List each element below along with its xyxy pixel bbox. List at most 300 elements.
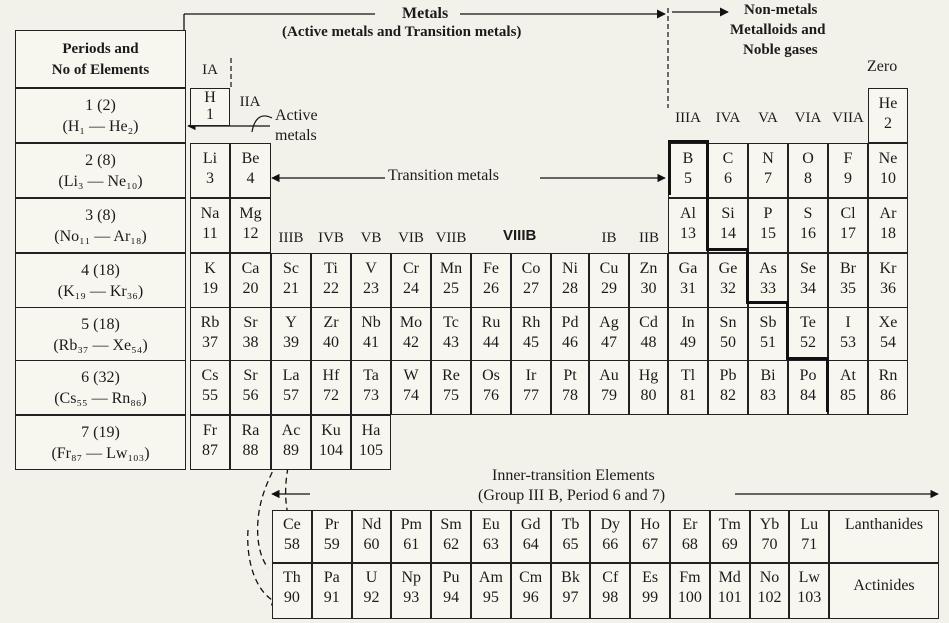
lanthanide-cell-tb: [551, 510, 591, 563]
element-symbol: Ge: [718, 260, 738, 277]
atomic-number: 95: [482, 589, 499, 606]
atomic-number: 41: [363, 334, 379, 351]
atomic-number: 4: [246, 170, 255, 187]
atomic-number: 57: [283, 387, 299, 404]
element-symbol: Gd: [520, 516, 541, 533]
element-symbol: Tm: [718, 516, 741, 533]
atomic-number: 7: [764, 170, 772, 187]
atomic-number: 81: [680, 387, 696, 404]
element-symbol: Ta: [363, 367, 379, 384]
element-symbol: At: [840, 367, 856, 384]
element-symbol: Ar: [879, 205, 897, 222]
element-cell-mn: [431, 253, 471, 308]
period-range: (Rb₃₇ — Xe₅₄): [53, 337, 148, 354]
element-symbol: Be: [241, 150, 260, 167]
inner-transition-title: Inner-transition Elements: [492, 467, 655, 484]
atomic-number: 72: [323, 387, 339, 404]
element-cell-ac: [271, 415, 311, 470]
lanthanide-cell-er: [670, 510, 710, 563]
atomic-number: 19: [202, 280, 218, 297]
period-cell: [15, 198, 186, 253]
element-symbol: U: [365, 569, 378, 586]
actinide-cell-es: [630, 563, 670, 619]
element-symbol: Eu: [482, 516, 500, 533]
element-symbol: Pa: [323, 569, 340, 586]
atomic-number: 48: [640, 334, 657, 351]
actinide-cell-pa: [312, 563, 352, 619]
atomic-number: 1: [206, 106, 214, 123]
atomic-number: 10: [880, 170, 896, 187]
element-symbol: Ce: [283, 516, 301, 533]
group-iva: IVA: [715, 110, 741, 126]
period-cell: [15, 415, 186, 470]
element-symbol: Ra: [241, 422, 260, 439]
element-cell-te: [788, 307, 828, 362]
element-symbol: Pr: [324, 516, 339, 533]
element-cell-rb: [190, 307, 230, 362]
element-cell-zr: [311, 307, 351, 362]
atomic-number: 96: [522, 589, 539, 606]
atomic-number: 53: [840, 334, 856, 351]
element-symbol: Rh: [521, 314, 541, 331]
actinide-cell-u: [352, 563, 392, 619]
element-symbol: Rn: [878, 367, 898, 384]
element-cell-cl: [828, 198, 868, 253]
atomic-number: 69: [721, 536, 738, 553]
element-symbol: Te: [800, 314, 816, 331]
atomic-number: 80: [640, 387, 657, 404]
atomic-number: 66: [602, 536, 619, 553]
element-cell-he: [868, 88, 908, 143]
atomic-number: 36: [880, 280, 896, 297]
period-range: (Cs₅₅ — Rn₈₆): [54, 390, 147, 407]
element-symbol: Hg: [638, 367, 659, 384]
atomic-number: 33: [760, 280, 776, 297]
element-symbol: Dy: [600, 516, 621, 533]
element-cell-sc: [271, 253, 311, 308]
element-cell-cu: [589, 253, 629, 308]
element-symbol: Mn: [439, 260, 463, 277]
metalloid-border: [706, 140, 709, 250]
group-viia: VIIA: [832, 110, 864, 126]
actinides-label-cell: [829, 563, 939, 619]
element-symbol: Cd: [639, 314, 658, 331]
element-cell-k: [190, 253, 230, 308]
atomic-number: 86: [880, 387, 896, 404]
element-symbol: Ga: [678, 260, 698, 277]
period-cell: [15, 360, 186, 415]
element-symbol: Lu: [800, 516, 819, 533]
element-cell-fe: [471, 253, 511, 308]
atomic-number: 60: [363, 536, 380, 553]
lanthanide-cell-lu: [789, 510, 829, 563]
atomic-number: 5: [684, 170, 692, 187]
period-number: 6 (32): [81, 369, 120, 386]
atomic-number: 47: [601, 334, 617, 351]
element-cell-mo: [391, 307, 431, 362]
element-cell-rh: [511, 307, 551, 362]
element-symbol: Co: [521, 260, 541, 277]
element-symbol: Sr: [243, 314, 258, 331]
element-cell-be: [230, 143, 271, 198]
element-symbol: Ag: [599, 314, 619, 331]
lanthanides-label-cell: [829, 510, 939, 563]
element-cell-ru: [471, 307, 511, 362]
element-symbol: Sn: [719, 314, 737, 331]
atomic-number: 32: [720, 280, 736, 297]
atomic-number: 24: [403, 280, 419, 297]
element-symbol: La: [282, 367, 300, 384]
lanthanide-cell-yb: [750, 510, 790, 563]
atomic-number: 34: [800, 280, 816, 297]
metalloid-border: [706, 248, 748, 251]
element-cell-br: [828, 253, 868, 308]
atomic-number: 21: [283, 280, 299, 297]
actinide-cell-am: [471, 563, 511, 619]
element-cell-au: [589, 360, 629, 415]
atomic-number: 55: [202, 387, 218, 404]
atomic-number: 89: [283, 442, 299, 459]
period-range: (No₁₁ — Ar₁₈): [54, 228, 147, 245]
element-cell-s: [788, 198, 828, 253]
element-cell-ag: [589, 307, 629, 362]
atomic-number: 100: [677, 589, 702, 606]
element-symbol: Cm: [519, 569, 543, 586]
element-symbol: Al: [680, 205, 696, 222]
atomic-number: 87: [202, 442, 218, 459]
period-number: 3 (8): [85, 207, 116, 224]
element-cell-ir: [511, 360, 551, 415]
element-symbol: F: [843, 150, 853, 167]
period-number: 2 (8): [85, 152, 116, 169]
element-symbol: Nb: [361, 314, 381, 331]
element-symbol: Md: [718, 569, 741, 586]
element-cell-n: [748, 143, 788, 198]
element-symbol: Cu: [599, 260, 619, 277]
element-cell-co: [511, 253, 551, 308]
lanthanide-cell-pm: [391, 510, 431, 563]
element-symbol: Es: [642, 569, 659, 586]
element-cell-mg: [230, 198, 271, 253]
inner-transition-subtitle: (Group III B, Period 6 and 7): [478, 487, 666, 504]
atomic-number: 30: [640, 280, 657, 297]
element-symbol: V: [365, 260, 377, 277]
element-cell-o: [788, 143, 828, 198]
atomic-number: 46: [562, 334, 578, 351]
nonmetals-title-line3: Noble gases: [743, 42, 818, 58]
atomic-number: 64: [522, 536, 539, 553]
atomic-number: 50: [720, 334, 736, 351]
element-symbol: S: [803, 205, 813, 222]
period-number: 5 (18): [81, 316, 120, 333]
element-symbol: H: [204, 89, 216, 106]
atomic-number: 63: [482, 536, 499, 553]
atomic-number: 52: [800, 334, 816, 351]
element-symbol: Br: [840, 260, 856, 277]
element-symbol: Ca: [241, 260, 260, 277]
metalloid-border: [668, 140, 671, 195]
element-cell-pd: [551, 307, 589, 362]
element-cell-zn: [629, 253, 668, 308]
element-cell-sn: [708, 307, 748, 362]
atomic-number: 97: [562, 589, 579, 606]
element-symbol: Zr: [323, 314, 339, 331]
element-symbol: Cs: [201, 367, 219, 384]
actinide-cell-pu: [431, 563, 471, 619]
actinides-label: Actinides: [853, 577, 915, 594]
zero-group-label: Zero: [867, 58, 898, 75]
atomic-number: 8: [804, 170, 812, 187]
element-cell-cd: [629, 307, 668, 362]
atomic-number: 27: [523, 280, 539, 297]
group-ib: IB: [601, 230, 617, 246]
lanthanide-cell-pr: [312, 510, 352, 563]
element-cell-c: [708, 143, 748, 198]
actinide-cell-th: [272, 563, 312, 619]
atomic-number: 40: [323, 334, 339, 351]
atomic-number: 70: [761, 536, 778, 553]
period-range: (Li₃ — Ne₁₀): [58, 173, 143, 190]
element-cell-al: [668, 198, 708, 253]
element-cell-cs: [190, 360, 230, 415]
element-cell-ga: [668, 253, 708, 308]
element-symbol: As: [759, 260, 777, 277]
atomic-number: 20: [242, 280, 259, 297]
atomic-number: 18: [880, 225, 896, 242]
atomic-number: 22: [323, 280, 339, 297]
element-cell-pb: [708, 360, 748, 415]
element-symbol: Tl: [680, 367, 696, 384]
period-number: 4 (18): [81, 262, 120, 279]
element-symbol: Th: [283, 569, 301, 586]
element-cell-xe: [868, 307, 908, 362]
atomic-number: 25: [443, 280, 459, 297]
element-cell-as: [748, 253, 788, 308]
group-ia: IA: [202, 62, 218, 78]
atomic-number: 104: [319, 442, 343, 459]
atomic-number: 9: [844, 170, 852, 187]
atomic-number: 23: [363, 280, 379, 297]
group-iia: IIA: [239, 94, 261, 110]
lanthanide-cell-ce: [272, 510, 312, 563]
metalloid-border: [786, 357, 828, 360]
element-cell-os: [471, 360, 511, 415]
element-symbol: Cf: [602, 569, 619, 586]
element-cell-i: [828, 307, 868, 362]
group-iiia: IIIA: [675, 110, 701, 126]
atomic-number: 102: [757, 589, 782, 606]
atomic-number: 67: [642, 536, 659, 553]
element-symbol: Ni: [562, 260, 578, 277]
actinide-cell-md: [710, 563, 750, 619]
atomic-number: 82: [720, 387, 736, 404]
element-cell-fr: [190, 415, 230, 470]
element-symbol: Sb: [759, 314, 777, 331]
atomic-number: 56: [242, 387, 259, 404]
element-symbol: Sc: [283, 260, 299, 277]
element-symbol: No: [759, 569, 780, 586]
element-symbol: Os: [482, 367, 500, 384]
atomic-number: 65: [562, 536, 579, 553]
atomic-number: 14: [720, 225, 736, 242]
atomic-number: 76: [483, 387, 499, 404]
atomic-number: 91: [323, 589, 340, 606]
atomic-number: 83: [760, 387, 776, 404]
lanthanide-cell-sm: [431, 510, 471, 563]
element-symbol: W: [403, 367, 419, 384]
atomic-number: 62: [443, 536, 460, 553]
element-symbol: Ku: [321, 422, 341, 439]
element-symbol: Sm: [440, 516, 462, 533]
element-symbol: Pt: [563, 367, 577, 384]
element-symbol: Cl: [840, 205, 856, 222]
atomic-number: 85: [840, 387, 856, 404]
element-symbol: Cr: [403, 260, 419, 277]
atomic-number: 58: [283, 536, 300, 553]
actinide-cell-lw: [789, 563, 829, 619]
element-symbol: Tb: [561, 516, 580, 533]
element-cell-na: [190, 198, 230, 253]
element-symbol: Li: [202, 150, 218, 167]
element-symbol: Xe: [878, 314, 898, 331]
period-range: (Fr₈₇ — Lw₁₀₃): [51, 445, 150, 462]
atomic-number: 51: [760, 334, 776, 351]
atomic-number: 79: [601, 387, 617, 404]
atomic-number: 6: [724, 170, 732, 187]
element-symbol: Fr: [202, 422, 218, 439]
element-cell-hf: [311, 360, 351, 415]
atomic-number: 31: [680, 280, 696, 297]
atomic-number: 73: [363, 387, 379, 404]
atomic-number: 12: [242, 225, 259, 242]
period-cell: [15, 143, 186, 198]
element-cell-ca: [230, 253, 271, 308]
element-cell-in: [668, 307, 708, 362]
metalloid-border: [826, 357, 829, 412]
group-vb: VB: [360, 230, 382, 246]
element-symbol: Yb: [759, 516, 780, 533]
period-cell: [15, 253, 186, 308]
element-symbol: Ac: [281, 422, 301, 439]
element-symbol: Bk: [561, 569, 580, 586]
nonmetals-title-line2: Metalloids and: [730, 22, 826, 38]
element-symbol: B: [682, 150, 694, 167]
element-cell-ne: [868, 143, 908, 198]
group-ivb: IVB: [318, 230, 344, 246]
element-symbol: Pb: [719, 367, 737, 384]
element-symbol: Y: [285, 314, 297, 331]
element-symbol: O: [802, 150, 814, 167]
group-viib: VIIB: [435, 230, 467, 246]
element-cell-ge: [708, 253, 748, 308]
element-cell-pt: [551, 360, 589, 415]
actinide-cell-fm: [670, 563, 710, 619]
element-symbol: K: [204, 260, 216, 277]
atomic-number: 3: [206, 170, 214, 187]
metals-subtitle: (Active metals and Transition metals): [282, 24, 522, 40]
element-symbol: In: [681, 314, 695, 331]
element-symbol: Fm: [679, 569, 701, 586]
lanthanide-cell-ho: [630, 510, 670, 563]
element-cell-ta: [351, 360, 391, 415]
actinide-cell-np: [391, 563, 431, 619]
group-vib: VIB: [398, 230, 424, 246]
element-symbol: Ir: [525, 367, 537, 384]
element-symbol: Na: [200, 205, 220, 222]
element-symbol: C: [722, 150, 734, 167]
element-symbol: N: [762, 150, 774, 167]
period-number: 7 (19): [81, 424, 120, 441]
element-cell-rn: [868, 360, 908, 415]
atomic-number: 75: [443, 387, 459, 404]
element-cell-ar: [868, 198, 908, 253]
group-iib: IIB: [639, 230, 659, 246]
element-symbol: Sr: [243, 367, 258, 384]
element-symbol: Si: [721, 205, 735, 222]
atomic-number: 90: [283, 589, 300, 606]
element-symbol: Np: [401, 569, 422, 586]
element-symbol: Ha: [361, 422, 381, 439]
element-symbol: Pd: [561, 314, 579, 331]
atomic-number: 35: [840, 280, 856, 297]
periods-header: [15, 30, 186, 88]
element-cell-re: [431, 360, 471, 415]
element-cell-sb: [748, 307, 788, 362]
element-symbol: Am: [478, 569, 503, 586]
element-symbol: Tc: [443, 314, 459, 331]
atomic-number: 77: [523, 387, 539, 404]
periods-header-line1: Periods and: [62, 41, 139, 57]
element-cell-sr5: [230, 307, 271, 362]
element-cell-si: [708, 198, 748, 253]
lanthanide-cell-tm: [710, 510, 750, 563]
actinide-cell-bk: [551, 563, 591, 619]
atomic-number: 15: [760, 225, 776, 242]
lanthanide-cell-gd: [511, 510, 551, 563]
atomic-number: 99: [642, 589, 659, 606]
element-symbol: Er: [682, 516, 698, 533]
element-cell-kr: [868, 253, 908, 308]
period-cell: [15, 307, 186, 362]
atomic-number: 37: [202, 334, 218, 351]
atomic-number: 29: [601, 280, 617, 297]
metalloid-border: [746, 301, 788, 304]
element-cell-hg: [629, 360, 668, 415]
metals-title: Metals: [402, 5, 449, 22]
periods-header-line2: No of Elements: [51, 62, 150, 78]
atomic-number: 2: [884, 115, 892, 132]
element-cell-la: [271, 360, 311, 415]
element-cell-h: [190, 88, 230, 126]
element-symbol: Ti: [324, 260, 338, 277]
atomic-number: 84: [800, 387, 816, 404]
element-cell-w: [391, 360, 431, 415]
metalloid-border: [746, 248, 749, 303]
transition-metals-label: Transition metals: [388, 167, 499, 184]
atomic-number: 38: [242, 334, 259, 351]
element-symbol: Lw: [798, 569, 820, 586]
element-symbol: I: [845, 314, 851, 331]
atomic-number: 44: [483, 334, 499, 351]
element-cell-bi: [748, 360, 788, 415]
atomic-number: 68: [681, 536, 698, 553]
element-cell-se: [788, 253, 828, 308]
actinide-cell-cf: [590, 563, 630, 619]
atomic-number: 11: [202, 225, 218, 242]
element-cell-y: [271, 307, 311, 362]
atomic-number: 98: [602, 589, 619, 606]
active-metals-curl: [252, 116, 272, 132]
